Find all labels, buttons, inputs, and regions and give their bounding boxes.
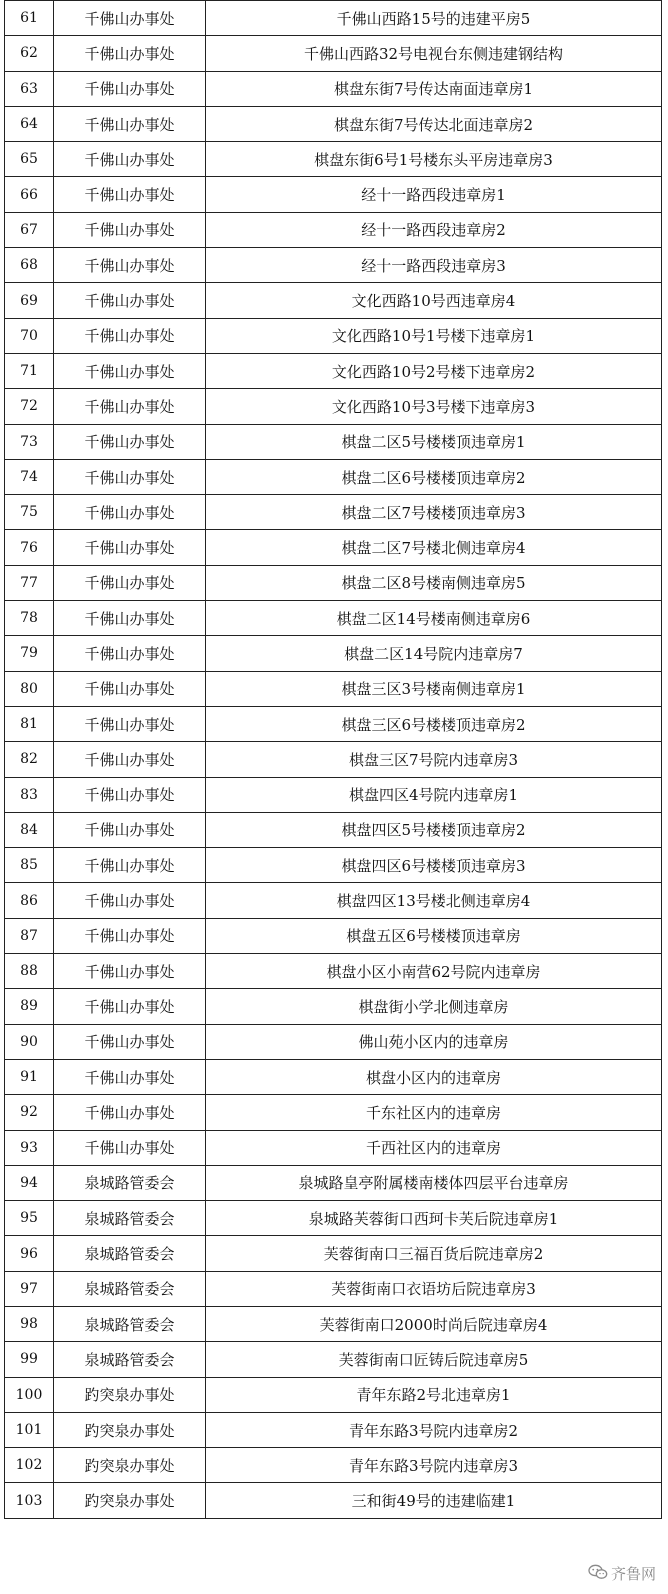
row-office: 千佛山办事处 — [54, 671, 206, 706]
row-address: 泉城路芙蓉街口西珂卡芙后院违章房1 — [206, 1201, 662, 1236]
row-address: 文化西路10号2号楼下违章房2 — [206, 353, 662, 388]
row-number: 80 — [5, 671, 54, 706]
row-office: 千佛山办事处 — [54, 918, 206, 953]
watermark — [588, 1563, 656, 1584]
row-address: 棋盘小区小南营62号院内违章房 — [206, 954, 662, 989]
table-row — [5, 459, 662, 494]
table-row — [5, 565, 662, 600]
row-office: 千佛山办事处 — [54, 601, 206, 636]
row-number: 97 — [5, 1271, 54, 1306]
row-address: 棋盘四区13号楼北侧违章房4 — [206, 883, 662, 918]
row-office: 千佛山办事处 — [54, 989, 206, 1024]
row-address: 芙蓉街南口衣语坊后院违章房3 — [206, 1271, 662, 1306]
table-row — [5, 1483, 662, 1518]
row-address: 棋盘东街7号传达北面违章房2 — [206, 106, 662, 141]
table-row — [5, 530, 662, 565]
row-number: 65 — [5, 142, 54, 177]
table-row — [5, 248, 662, 283]
row-office: 泉城路管委会 — [54, 1236, 206, 1271]
row-number: 99 — [5, 1342, 54, 1377]
row-number: 69 — [5, 283, 54, 318]
table-row — [5, 36, 662, 71]
row-office: 千佛山办事处 — [54, 1, 206, 36]
row-number: 98 — [5, 1306, 54, 1341]
row-number: 68 — [5, 248, 54, 283]
row-address: 棋盘三区3号楼南侧违章房1 — [206, 671, 662, 706]
row-number: 100 — [5, 1377, 54, 1412]
row-number: 62 — [5, 36, 54, 71]
row-address: 文化西路10号西违章房4 — [206, 283, 662, 318]
table-row — [5, 1, 662, 36]
row-office: 千佛山办事处 — [54, 848, 206, 883]
row-number: 66 — [5, 177, 54, 212]
row-office: 千佛山办事处 — [54, 353, 206, 388]
table-row — [5, 918, 662, 953]
row-number: 76 — [5, 530, 54, 565]
table-row — [5, 883, 662, 918]
row-number: 83 — [5, 777, 54, 812]
row-address: 千西社区内的违章房 — [206, 1130, 662, 1165]
row-office: 千佛山办事处 — [54, 36, 206, 71]
row-office: 千佛山办事处 — [54, 71, 206, 106]
row-number: 94 — [5, 1165, 54, 1200]
row-number: 91 — [5, 1059, 54, 1094]
row-address: 棋盘东街6号1号楼东头平房违章房3 — [206, 142, 662, 177]
row-office: 趵突泉办事处 — [54, 1412, 206, 1447]
row-address: 棋盘五区6号楼楼顶违章房 — [206, 918, 662, 953]
table-row — [5, 1342, 662, 1377]
row-office: 千佛山办事处 — [54, 283, 206, 318]
table-row — [5, 1377, 662, 1412]
watermark-text: 齐鲁网 — [610, 1565, 656, 1583]
table-row — [5, 1059, 662, 1094]
row-number: 70 — [5, 318, 54, 353]
table-row — [5, 1236, 662, 1271]
table-row — [5, 106, 662, 141]
table-row — [5, 353, 662, 388]
row-office: 千佛山办事处 — [54, 459, 206, 494]
row-office: 千佛山办事处 — [54, 777, 206, 812]
row-address: 棋盘二区5号楼楼顶违章房1 — [206, 424, 662, 459]
row-number: 84 — [5, 812, 54, 847]
table-row — [5, 1271, 662, 1306]
row-office: 千佛山办事处 — [54, 424, 206, 459]
row-address: 千佛山西路15号的违建平房5 — [206, 1, 662, 36]
row-number: 61 — [5, 1, 54, 36]
row-address: 芙蓉街南口匠铸后院违章房5 — [206, 1342, 662, 1377]
row-number: 101 — [5, 1412, 54, 1447]
row-office: 趵突泉办事处 — [54, 1483, 206, 1518]
table-row — [5, 283, 662, 318]
row-number: 75 — [5, 495, 54, 530]
row-office: 千佛山办事处 — [54, 954, 206, 989]
row-number: 93 — [5, 1130, 54, 1165]
row-address: 棋盘二区8号楼南侧违章房5 — [206, 565, 662, 600]
table-row — [5, 177, 662, 212]
table-row — [5, 495, 662, 530]
row-office: 千佛山办事处 — [54, 1095, 206, 1130]
table-row — [5, 777, 662, 812]
row-address: 青年东路2号北违章房1 — [206, 1377, 662, 1412]
row-number: 78 — [5, 601, 54, 636]
row-address: 经十一路西段违章房2 — [206, 212, 662, 247]
row-number: 63 — [5, 71, 54, 106]
row-number: 72 — [5, 389, 54, 424]
table-row — [5, 601, 662, 636]
row-address: 千佛山西路32号电视台东侧违建钢结构 — [206, 36, 662, 71]
row-number: 77 — [5, 565, 54, 600]
row-office: 千佛山办事处 — [54, 1059, 206, 1094]
row-number: 103 — [5, 1483, 54, 1518]
row-address: 棋盘二区14号楼南侧违章房6 — [206, 601, 662, 636]
row-office: 泉城路管委会 — [54, 1165, 206, 1200]
row-number: 73 — [5, 424, 54, 459]
violation-table — [4, 0, 662, 1519]
row-address: 经十一路西段违章房1 — [206, 177, 662, 212]
row-office: 泉城路管委会 — [54, 1342, 206, 1377]
table-row — [5, 989, 662, 1024]
row-office: 千佛山办事处 — [54, 706, 206, 741]
table-row — [5, 706, 662, 741]
row-address: 佛山苑小区内的违章房 — [206, 1024, 662, 1059]
table-row — [5, 1201, 662, 1236]
row-address: 泉城路皇亭附属楼南楼体四层平台违章房 — [206, 1165, 662, 1200]
row-office: 千佛山办事处 — [54, 142, 206, 177]
row-office: 千佛山办事处 — [54, 636, 206, 671]
row-address: 文化西路10号3号楼下违章房3 — [206, 389, 662, 424]
table-row — [5, 742, 662, 777]
table-row — [5, 212, 662, 247]
row-address: 芙蓉街南口三福百货后院违章房2 — [206, 1236, 662, 1271]
table-row — [5, 671, 662, 706]
row-office: 千佛山办事处 — [54, 1130, 206, 1165]
row-address: 千东社区内的违章房 — [206, 1095, 662, 1130]
row-number: 86 — [5, 883, 54, 918]
row-address: 棋盘二区14号院内违章房7 — [206, 636, 662, 671]
row-address: 棋盘四区4号院内违章房1 — [206, 777, 662, 812]
table-row — [5, 1130, 662, 1165]
row-number: 79 — [5, 636, 54, 671]
row-office: 泉城路管委会 — [54, 1306, 206, 1341]
table-row — [5, 1412, 662, 1447]
table-row — [5, 71, 662, 106]
row-number: 92 — [5, 1095, 54, 1130]
table-row — [5, 812, 662, 847]
row-address: 青年东路3号院内违章房2 — [206, 1412, 662, 1447]
row-office: 千佛山办事处 — [54, 106, 206, 141]
row-number: 90 — [5, 1024, 54, 1059]
table-row — [5, 1448, 662, 1483]
row-office: 千佛山办事处 — [54, 530, 206, 565]
table-row — [5, 636, 662, 671]
row-address: 棋盘小区内的违章房 — [206, 1059, 662, 1094]
row-address: 棋盘三区7号院内违章房3 — [206, 742, 662, 777]
row-office: 千佛山办事处 — [54, 883, 206, 918]
row-address: 棋盘东街7号传达南面违章房1 — [206, 71, 662, 106]
row-address: 三和街49号的违建临建1 — [206, 1483, 662, 1518]
row-number: 74 — [5, 459, 54, 494]
row-office: 趵突泉办事处 — [54, 1377, 206, 1412]
row-number: 85 — [5, 848, 54, 883]
row-address: 棋盘街小学北侧违章房 — [206, 989, 662, 1024]
row-address: 棋盘四区6号楼楼顶违章房3 — [206, 848, 662, 883]
row-address: 棋盘二区7号楼北侧违章房4 — [206, 530, 662, 565]
row-number: 87 — [5, 918, 54, 953]
row-office: 千佛山办事处 — [54, 742, 206, 777]
table-row — [5, 954, 662, 989]
table-row — [5, 1165, 662, 1200]
row-number: 64 — [5, 106, 54, 141]
row-number: 82 — [5, 742, 54, 777]
row-office: 千佛山办事处 — [54, 248, 206, 283]
row-number: 96 — [5, 1236, 54, 1271]
row-address: 棋盘二区7号楼楼顶违章房3 — [206, 495, 662, 530]
row-office: 泉城路管委会 — [54, 1271, 206, 1306]
row-address: 棋盘三区6号楼楼顶违章房2 — [206, 706, 662, 741]
table-body — [5, 1, 662, 1519]
row-address: 芙蓉街南口2000时尚后院违章房4 — [206, 1306, 662, 1341]
row-office: 千佛山办事处 — [54, 812, 206, 847]
row-address: 棋盘二区6号楼楼顶违章房2 — [206, 459, 662, 494]
row-office: 千佛山办事处 — [54, 565, 206, 600]
row-address: 棋盘四区5号楼楼顶违章房2 — [206, 812, 662, 847]
wechat-icon — [588, 1564, 608, 1584]
table-row — [5, 1306, 662, 1341]
table-row — [5, 318, 662, 353]
row-office: 千佛山办事处 — [54, 1024, 206, 1059]
table-row — [5, 848, 662, 883]
row-number: 67 — [5, 212, 54, 247]
row-number: 102 — [5, 1448, 54, 1483]
table-row — [5, 424, 662, 459]
row-number: 88 — [5, 954, 54, 989]
table-row — [5, 1024, 662, 1059]
row-office: 趵突泉办事处 — [54, 1448, 206, 1483]
row-office: 千佛山办事处 — [54, 318, 206, 353]
row-number: 71 — [5, 353, 54, 388]
row-number: 81 — [5, 706, 54, 741]
row-office: 千佛山办事处 — [54, 389, 206, 424]
row-office: 千佛山办事处 — [54, 495, 206, 530]
row-number: 95 — [5, 1201, 54, 1236]
table-row — [5, 389, 662, 424]
row-address: 青年东路3号院内违章房3 — [206, 1448, 662, 1483]
row-address: 文化西路10号1号楼下违章房1 — [206, 318, 662, 353]
row-office: 千佛山办事处 — [54, 177, 206, 212]
table-row — [5, 142, 662, 177]
row-office: 千佛山办事处 — [54, 212, 206, 247]
table-row — [5, 1095, 662, 1130]
row-office: 泉城路管委会 — [54, 1201, 206, 1236]
row-address: 经十一路西段违章房3 — [206, 248, 662, 283]
row-number: 89 — [5, 989, 54, 1024]
